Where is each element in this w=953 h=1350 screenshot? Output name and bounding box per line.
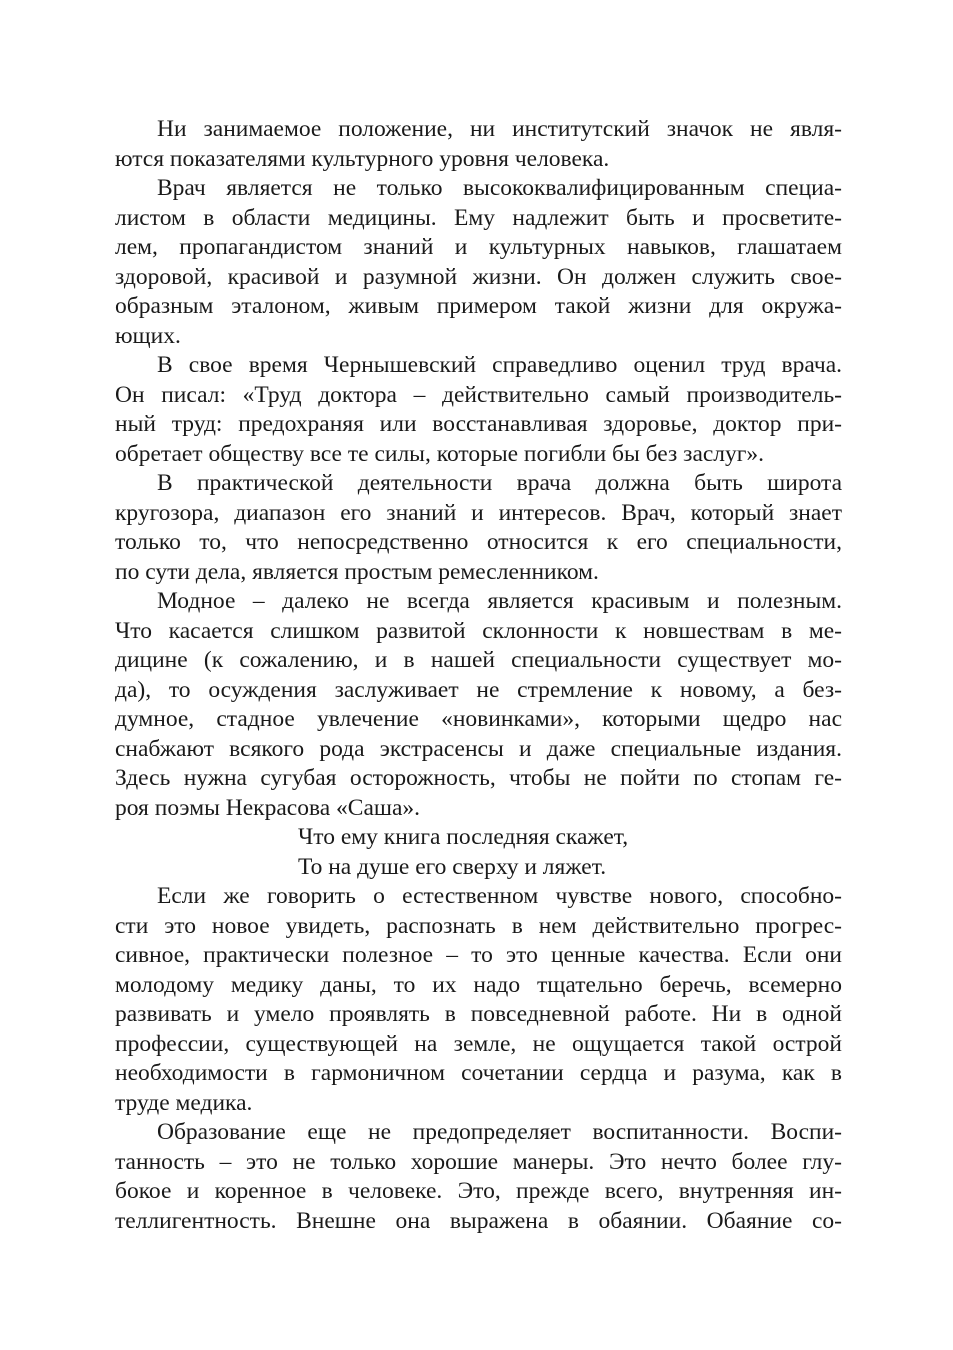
verse-quote (115, 823, 842, 882)
text-line: только то, что непосредственно относится к его специальности, (115, 529, 842, 555)
document-page (115, 115, 842, 1236)
text-line: Модное – далеко не всегда является красивым и полезным. (157, 588, 842, 614)
text-line: кругозора, диапазон его знаний и интересов. Врач, который знает (115, 499, 842, 526)
text-line: роя поэмы Некрасова «Саша». (115, 794, 421, 821)
paragraph (115, 115, 842, 174)
paragraph (115, 469, 842, 587)
text-line: думное, стадное увлечение «новинками», которыми щедро нас (115, 706, 842, 732)
text-line: необходимости в гармоничном сочетании сердца и разума, как в (115, 1060, 842, 1086)
text-line: Если же говорить о естественном чувстве нового, способно- (157, 883, 842, 909)
text-line: ются показателями культурного уровня человека. (115, 145, 610, 172)
text-line: снабжают всякого рода экстрасенсы и даже специальные издания. (115, 735, 842, 762)
text-line: Образование еще не предопределяет воспитанности. Воспи- (157, 1119, 842, 1145)
text-line: В практической деятельности врача должна быть широта (157, 470, 842, 496)
text-line: здоровой, красивой и разумной жизни. Он должен служить свое- (115, 263, 842, 290)
paragraph (115, 587, 842, 823)
text-line: профессии, существующей на земле, не ощущается такой острой (115, 1030, 842, 1057)
text-line: по сути дела, является простым ремесленником. (115, 558, 599, 585)
text-line: Он писал: «Труд доктора – действительно самый производитель- (115, 381, 842, 408)
text-line: танность – это не только хорошие манеры. Это нечто более глу- (115, 1148, 842, 1175)
text-line: бокое и коренное в человеке. Это, прежде всего, внутренняя ин- (115, 1178, 842, 1204)
text-line: Врач является не только высококвалифицированным специа- (157, 175, 842, 201)
paragraph (115, 174, 842, 351)
paragraph (115, 882, 842, 1118)
text-line: сти это новое увидеть, распознать в нем действительно прогрес- (115, 912, 842, 939)
paragraph (115, 1118, 842, 1236)
text-line: сивное, практически полезное – то это ценные качества. Если они (115, 942, 842, 968)
text-line: В свое время Чернышевский справедливо оценил труд врача. (157, 352, 842, 378)
verse-line: То на душе его сверху и ляжет. (298, 853, 607, 880)
text-line: теллигентность. Внешне она выражена в обаянии. Обаяние со- (115, 1207, 842, 1234)
text-line: Ни занимаемое положение, ни институтский значок не явля- (157, 116, 842, 142)
text-line: лем, пропагандистом знаний и культурных навыков, глашатаем (115, 234, 842, 260)
paragraph (115, 351, 842, 469)
text-line: ный труд: предохраняя или восстанавливая здоровье, доктор при- (115, 411, 842, 437)
text-line: Здесь нужна сугубая осторожность, чтобы не пойти по стопам ге- (115, 765, 842, 791)
text-line: листом в области медицины. Ему надлежит быть и просветите- (115, 204, 842, 231)
text-line: да), то осуждения заслуживает не стремление к новому, а без- (115, 676, 842, 703)
text-line: образным эталоном, живым примером такой жизни для окружа- (115, 293, 842, 319)
text-line: ющих. (115, 322, 181, 349)
text-line: труде медика. (115, 1089, 253, 1116)
text-line: молодому медику даны, то их надо тщательно беречь, всемерно (115, 971, 842, 998)
text-line: дицине (к сожалению, и в нашей специальности существует мо- (115, 647, 842, 673)
text-line: развивать и умело проявлять в повседневной работе. Ни в одной (115, 1001, 842, 1027)
text-line: Что касается слишком развитой склонности к новшествам в ме- (115, 617, 842, 644)
verse-line: Что ему книга последняя скажет, (298, 824, 629, 850)
text-line: обретает обществу все те силы, которые погибли бы без заслуг». (115, 440, 765, 467)
